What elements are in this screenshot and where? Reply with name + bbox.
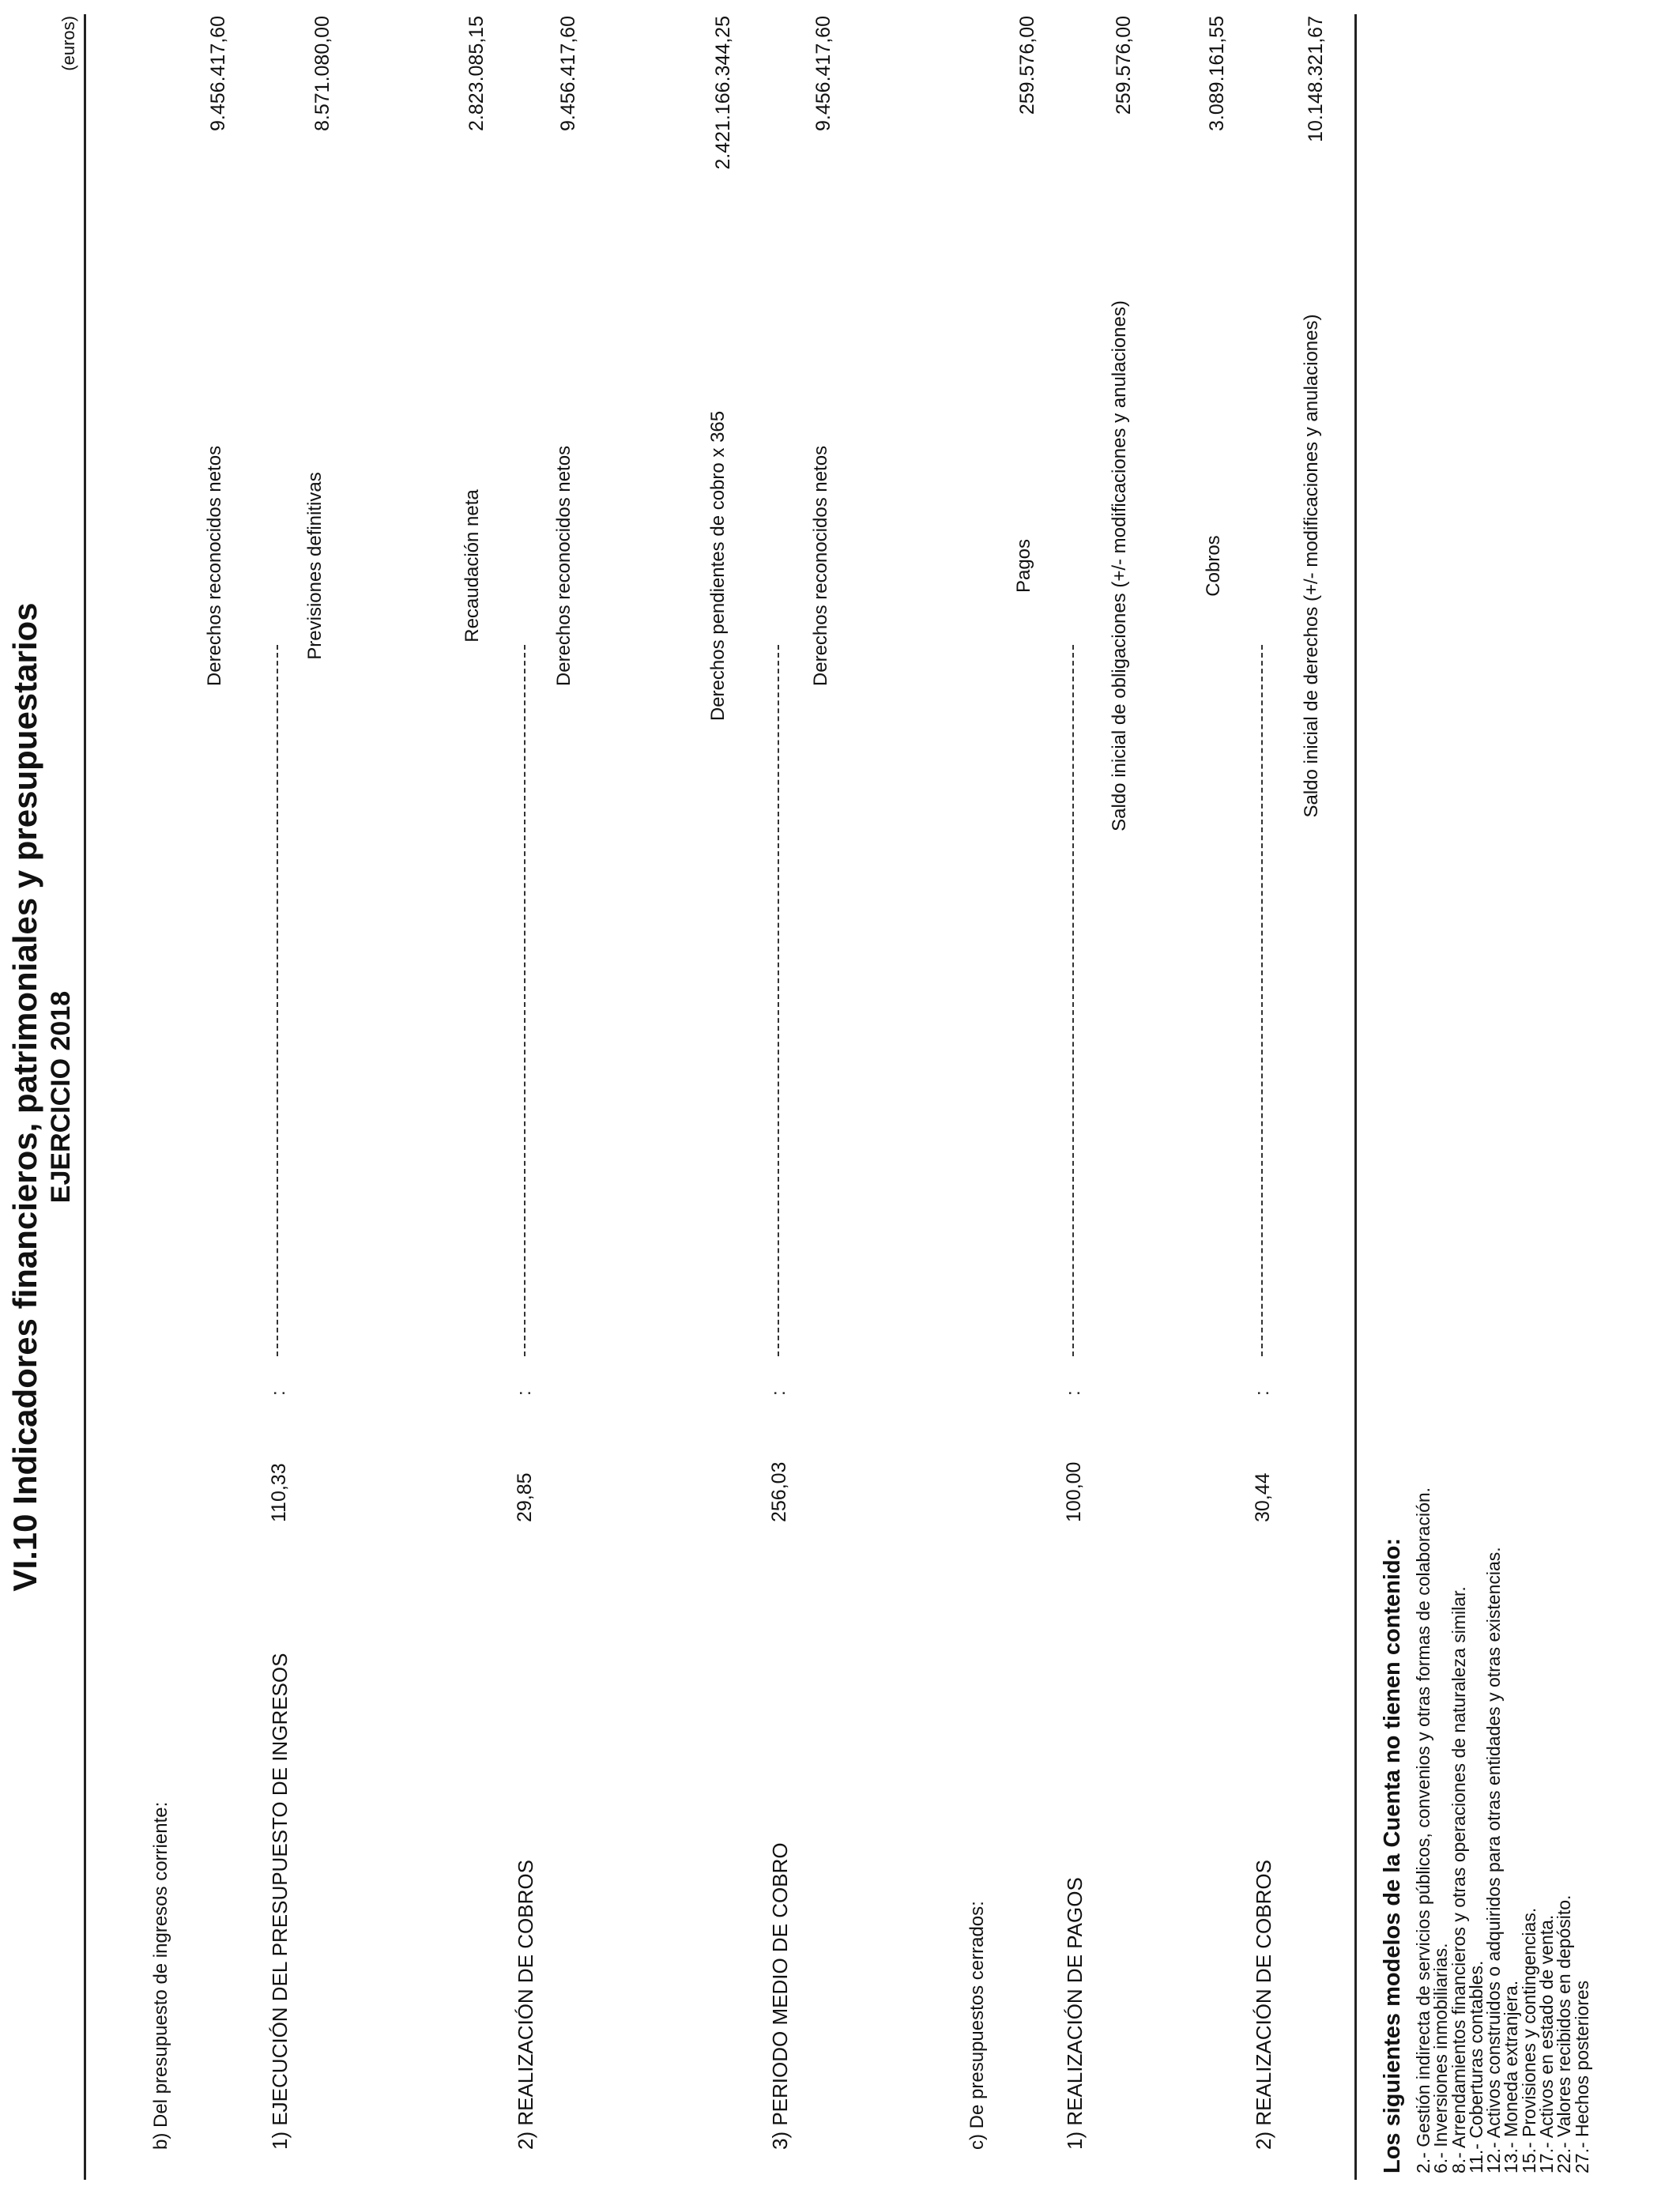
fiscal-year: EJERCICIO 2018 xyxy=(46,990,76,1204)
denominator-value: 9.456.417,60 xyxy=(812,16,834,131)
denominator-value: 10.148.321,67 xyxy=(1305,16,1327,142)
numerator-value: 2.421.166.344,25 xyxy=(712,16,734,170)
note-item: 13.- Moneda extranjera. xyxy=(1501,1980,1522,2173)
note-item: 11.- Coberturas contables. xyxy=(1465,1960,1486,2173)
numerator-label: Derechos reconocidos netos xyxy=(204,445,225,687)
notes-list xyxy=(1414,1487,1591,2173)
denominator-label: Derechos reconocidos netos xyxy=(810,445,831,687)
indicator-colon: : xyxy=(768,1390,789,1396)
indicator-colon: : xyxy=(514,1390,535,1396)
indicator-value: 256,03 xyxy=(768,1461,790,1522)
denominator-value: 9.456.417,60 xyxy=(557,16,579,131)
section-b-heading: b) Del presupuesto de ingresos corriente: xyxy=(150,1801,171,2150)
numerator-value: 259.576,00 xyxy=(1016,16,1038,115)
fraction-line xyxy=(1072,645,1074,1356)
denominator-label: Saldo inicial de obligaciones (+/- modificaciones y anulaciones) xyxy=(1109,300,1130,831)
note-item: 6.- Inversiones inmobiliarias. xyxy=(1430,1943,1452,2173)
indicator-colon: : xyxy=(1063,1390,1084,1396)
indicator-value: 30,44 xyxy=(1252,1472,1274,1522)
note-item: 22.- Valores recibidos en depósito. xyxy=(1554,1894,1575,2173)
note-item: 15.- Provisiones y contingencias. xyxy=(1518,1907,1539,2173)
denominator-label: Saldo inicial de derechos (+/- modificaciones y anulaciones) xyxy=(1301,314,1322,818)
numerator-value: 3.089.161,55 xyxy=(1206,16,1228,131)
indicator-value: 29,85 xyxy=(514,1472,536,1522)
fraction-line xyxy=(778,645,779,1356)
denominator-value: 8.571.080,00 xyxy=(311,16,333,131)
note-item: 27.- Hechos posteriores xyxy=(1571,1980,1592,2173)
numerator-label: Derechos pendientes de cobro x 365 xyxy=(707,410,729,722)
indicator-name: 1) EJECUCIÓN DEL PRESUPUESTO DE INGRESOS xyxy=(268,1653,292,2150)
page-title: VI.10 Indicadores financieros, patrimoniales y presupuestarios xyxy=(6,602,43,1592)
note-item: 17.- Activos en estado de venta. xyxy=(1536,1914,1558,2173)
bottom-rule xyxy=(1354,14,1357,2180)
numerator-value: 9.456.417,60 xyxy=(207,16,229,131)
indicator-name: 2) REALIZACIÓN DE COBROS xyxy=(514,1860,537,2150)
numerator-value: 2.823.085,15 xyxy=(465,16,488,131)
note-item: 8.- Arrendamientos financieros y otras operaciones de naturaleza similar. xyxy=(1448,1586,1469,2173)
fraction-line xyxy=(1261,645,1263,1356)
indicator-colon: : xyxy=(1252,1390,1273,1396)
numerator-label: Cobros xyxy=(1203,535,1224,597)
indicator-name: 2) REALIZACIÓN DE COBROS xyxy=(1252,1860,1275,2150)
fraction-line xyxy=(277,645,278,1356)
indicator-colon: : xyxy=(268,1390,289,1396)
top-rule xyxy=(84,14,86,2180)
indicator-value: 100,00 xyxy=(1063,1461,1085,1522)
denominator-label: Derechos reconocidos netos xyxy=(553,445,574,687)
indicator-value: 110,33 xyxy=(268,1463,290,1522)
indicator-name: 3) PERIODO MEDIO DE COBRO xyxy=(768,1842,792,2150)
note-item: 2.- Gestión indirecta de servicios públicos, convenios y otras formas de colaboración. xyxy=(1413,1487,1433,2173)
currency-units: (euros) xyxy=(58,16,78,71)
section-c-heading: c) De presupuestos cerrados: xyxy=(966,1901,988,2150)
denominator-label: Previsiones definitivas xyxy=(304,472,326,660)
denominator-value: 259.576,00 xyxy=(1113,16,1135,115)
notes-title: Los siguientes modelos de la Cuenta no tienen contenido: xyxy=(1380,1537,1405,2173)
numerator-label: Pagos xyxy=(1013,538,1034,594)
numerator-label: Recaudación neta xyxy=(461,489,483,643)
fraction-line xyxy=(524,645,525,1356)
indicator-name: 1) REALIZACIÓN DE PAGOS xyxy=(1063,1877,1087,2150)
note-item: 12.- Activos construidos o adquiridos para otras entidades y otras existencias. xyxy=(1483,1547,1505,2173)
